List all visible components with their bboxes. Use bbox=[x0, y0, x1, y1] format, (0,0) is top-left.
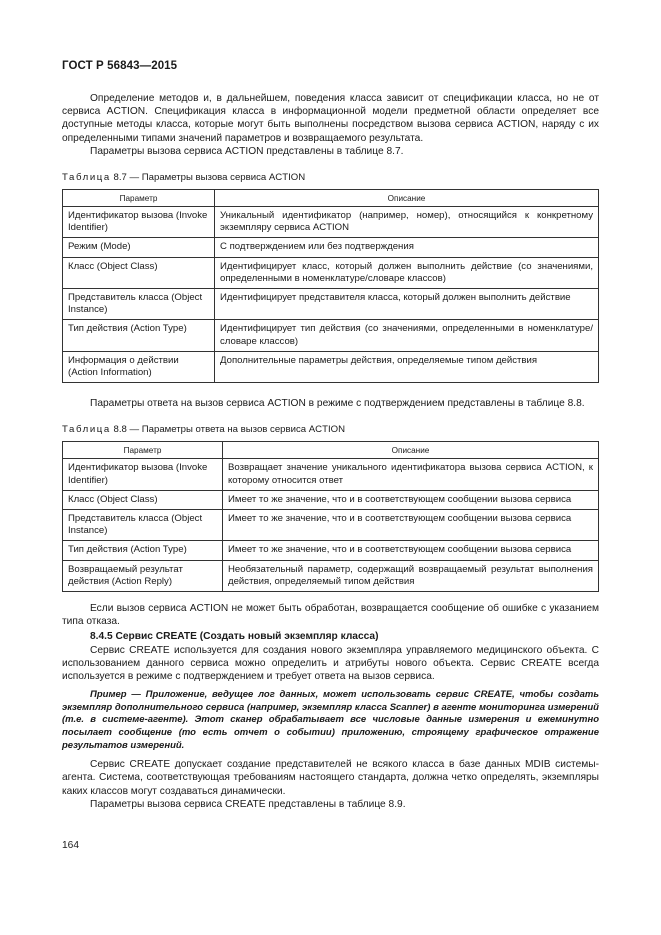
description-cell: Уникальный идентификатор (например, номер), относящийся к конкретному экземпляру сервиса ACTION bbox=[215, 207, 599, 238]
parameter-cell: Представитель класса (Object Instance) bbox=[63, 289, 215, 320]
page-content bbox=[62, 92, 599, 811]
table-row bbox=[63, 560, 599, 591]
table-row bbox=[63, 207, 599, 238]
table-8-7-caption bbox=[62, 172, 599, 184]
table-row bbox=[63, 289, 599, 320]
description-cell: С подтверждением или без подтверждения bbox=[215, 238, 599, 257]
section-heading-create: 8.4.5 Сервис CREATE (Создать новый экземпляр класса) bbox=[90, 631, 379, 643]
parameter-cell: Информация о действии (Action Information) bbox=[63, 351, 215, 382]
table-caption-word: Таблица bbox=[62, 424, 111, 436]
document-header: ГОСТ Р 56843—2015 bbox=[62, 60, 178, 72]
table-row bbox=[63, 351, 599, 382]
table-row bbox=[63, 238, 599, 257]
table-8-8 bbox=[62, 441, 599, 592]
page-number: 164 bbox=[62, 840, 79, 851]
column-header-parameter: Параметр bbox=[63, 190, 215, 207]
table-8-8-caption bbox=[62, 424, 599, 436]
table-row bbox=[63, 510, 599, 541]
parameter-cell: Представитель класса (Object Instance) bbox=[63, 510, 223, 541]
column-header-parameter: Параметр bbox=[63, 442, 223, 459]
table-8-7 bbox=[62, 189, 599, 383]
description-cell: Идентифицирует класс, который должен выполнить действие (со значениями, определенными в номенклатуре/словаре классов) bbox=[215, 257, 599, 288]
paragraph-create-classes: Сервис CREATE допускает создание представителей не всякого класса в базе данных MDIB системы-агента. Система, соответствующая требованиям настоящего стандарта, должна четко определять, экземпляры каких классов могут создаваться динамически. bbox=[62, 759, 599, 797]
description-cell: Возвращает значение уникального идентификатора вызова сервиса ACTION, к которому относится ответ bbox=[223, 459, 599, 490]
table-row bbox=[63, 490, 599, 509]
description-cell: Идентифицирует тип действия (со значениями, определенными в номенклатуре/словаре классов) bbox=[215, 320, 599, 351]
paragraph-action-reply-ref: Параметры ответа на вызов сервиса ACTION в режиме с подтверждением представлены в таблице 8.8. bbox=[90, 398, 585, 410]
table-header-row bbox=[63, 190, 599, 207]
column-header-description: Описание bbox=[215, 190, 599, 207]
table-caption-text: 8.8 — Параметры ответа на вызов сервиса ACTION bbox=[110, 424, 346, 436]
parameter-cell: Режим (Mode) bbox=[63, 238, 215, 257]
description-cell: Имеет то же значение, что и в соответствующем сообщении вызова сервиса bbox=[223, 490, 599, 509]
paragraph-action-error: Если вызов сервиса ACTION не может быть обработан, возвращается сообщение об ошибке с указанием типа отказа. bbox=[62, 603, 599, 628]
paragraph-create-service: Сервис CREATE используется для создания нового экземпляра управляемого медицинского объекта. С использованием данного сервиса можно определить и атрибуты нового объекта. Сервис CREATE всегда используется в режиме с подтверждением и требует ответа на вызов сервиса. bbox=[62, 644, 599, 683]
paragraph-action-params-ref: Параметры вызова сервиса ACTION представлены в таблице 8.7. bbox=[90, 145, 404, 157]
example-note: Пример — Приложение, ведущее лог данных, может использовать сервис CREATE, чтобы создать экземпляр дополнительного сервиса (например, экземпляр класса Scanner) в агенте мониторинга измерений (т.е. в системе-агенте). Этот сканер обрабатывает все числовые данные измерения и ежеминутно посылает сообщение (то есть отчет о событии) приложению, строящему графическое отражение результатов измерений. bbox=[62, 689, 599, 751]
paragraph-create-params-ref: Параметры вызова сервиса CREATE представлены в таблице 8.9. bbox=[90, 798, 406, 810]
parameter-cell: Тип действия (Action Type) bbox=[63, 541, 223, 560]
parameter-cell: Идентификатор вызова (Invoke Identifier) bbox=[63, 207, 215, 238]
paragraph-class-methods: Определение методов и, в дальнейшем, поведения класса зависит от спецификации класса, но не от сервиса ACTION. Спецификация класса в информационной модели предметной области определяет все доступные методы класса, которые могут быть выполнены посредством вызова сервиса ACTION, наряду с их определенными типами значений параметров и возвращаемого результата. bbox=[62, 93, 599, 144]
parameter-cell: Тип действия (Action Type) bbox=[63, 320, 215, 351]
table-caption-word: Таблица bbox=[62, 172, 111, 184]
table-row bbox=[63, 257, 599, 288]
parameter-cell: Класс (Object Class) bbox=[63, 257, 215, 288]
table-row bbox=[63, 541, 599, 560]
table-row bbox=[63, 459, 599, 490]
description-cell: Необязательный параметр, содержащий возвращаемый результат выполнения действия, определяемый типом действия bbox=[223, 560, 599, 591]
description-cell: Имеет то же значение, что и в соответствующем сообщении вызова сервиса bbox=[223, 510, 599, 541]
parameter-cell: Возвращаемый результат действия (Action Reply) bbox=[63, 560, 223, 591]
description-cell: Дополнительные параметры действия, определяемые типом действия bbox=[215, 351, 599, 382]
description-cell: Идентифицирует представителя класса, который должен выполнить действие bbox=[215, 289, 599, 320]
column-header-description: Описание bbox=[223, 442, 599, 459]
table-row bbox=[63, 320, 599, 351]
description-cell: Имеет то же значение, что и в соответствующем сообщении вызова сервиса bbox=[223, 541, 599, 560]
table-header-row bbox=[63, 442, 599, 459]
parameter-cell: Идентификатор вызова (Invoke Identifier) bbox=[63, 459, 223, 490]
table-caption-text: 8.7 — Параметры вызова сервиса ACTION bbox=[110, 172, 306, 184]
parameter-cell: Класс (Object Class) bbox=[63, 490, 223, 509]
